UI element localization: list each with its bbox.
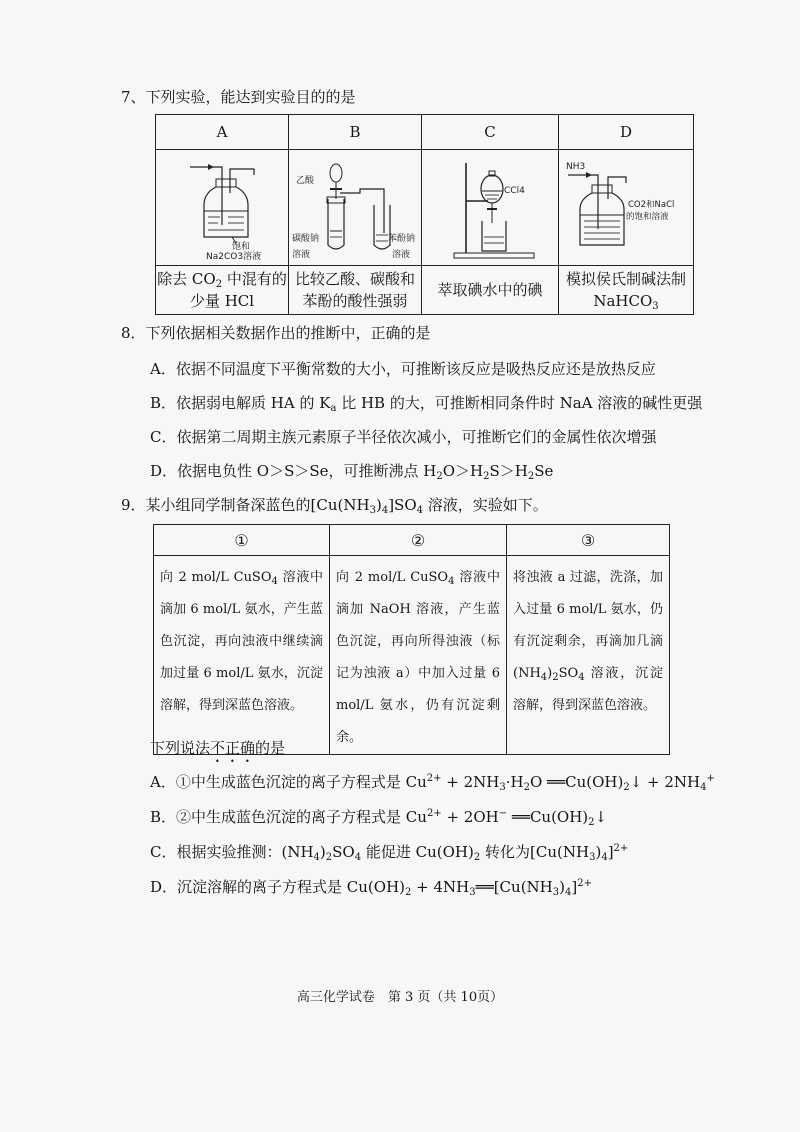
q7-header-a: A (156, 115, 289, 150)
q9-option-d: D．沉淀溶解的离子方程式是 $Cu(OH)_2$ + $4NH_3══[Cu(NH_3)_4]^{2+}$ (150, 878, 592, 898)
q9-experiment-2: 向 2 mol/L CuSO$_4$ 溶液中滴加 NaOH 溶液，产生蓝色沉淀，再向所得浊液（标记为浊液 a）中加入过量 6 mol/L 氨水，仍有沉淀剩余。 (330, 556, 507, 755)
svg-text:苯酚钠: 苯酚钠 (388, 233, 416, 244)
q9-header-1: ① (154, 525, 330, 556)
svg-text:碳酸钠: 碳酸钠 (292, 233, 320, 244)
q9-experiment-1: 向 2 mol/L CuSO$_4$ 溶液中滴加 6 mol/L 氨水，产生蓝色沉淀，再向浊液中继续滴加过量 6 mol/L 氨水，沉淀溶解，得到深蓝色溶液。 (154, 556, 330, 755)
q7-stem: 7、下列实验，能达到实验目的的是 (121, 88, 356, 106)
gas-washing-bottle-figure (162, 153, 282, 263)
svg-text:的饱和溶液: 的饱和溶液 (626, 211, 669, 222)
q9-option-c: C．根据实验推测：$(NH_4)_2SO_4$ 能促进 $Cu(OH)_2$ 转化为$[Cu(NH_3)_4]^{2+}$ (150, 843, 629, 863)
svg-text:乙酸: 乙酸 (296, 175, 315, 186)
q7-figure-b (289, 150, 422, 266)
q7-header-b: B (289, 115, 422, 150)
svg-text:饱和: 饱和 (232, 241, 251, 252)
svg-text:NH3: NH3 (566, 161, 586, 172)
hou-process-apparatus-figure (562, 153, 690, 263)
svg-text:溶液: 溶液 (392, 249, 411, 260)
q7-figure-a (156, 150, 289, 266)
q8-stem: 8．下列依据相关数据作出的推断中，正确的是 (121, 324, 431, 342)
page-footer: 高三化学试卷 第 3 页（共 10页） (296, 990, 504, 1005)
q7-header-c: C (422, 115, 559, 150)
q9-header-3: ③ (507, 525, 670, 556)
svg-text:溶液: 溶液 (292, 249, 311, 260)
q9-stem: 9．某小组同学制备深蓝色的$[Cu(NH_3)_4]SO_4$ 溶液，实验如下。 (121, 496, 548, 516)
q7-purpose-d: 模拟侯氏制碱法制 NaHCO$_3$ (559, 266, 694, 315)
acid-comparison-apparatus-figure (290, 153, 420, 263)
q7-purpose-c: 萃取碘水中的碘 (422, 266, 559, 315)
q8-option-b: B．依据弱电解质 HA 的 $K_a$ 比 HB 的大，可推断相同条件时 NaA 溶液的碱性更强 (150, 394, 703, 414)
q7-header-d: D (559, 115, 694, 150)
svg-text:CCl4: CCl4 (504, 185, 525, 196)
q8-option-c: C．依据第二周期主族元素原子半径依次减小，可推断它们的金属性依次增强 (150, 428, 657, 446)
q7-purpose-b: 比较乙酸、碳酸和 苯酚的酸性强弱 (289, 266, 422, 315)
q9-ask: 下列说法不正确的是 (150, 739, 286, 757)
q8-option-a: A．依据不同温度下平衡常数的大小，可推断该反应是吸热反应还是放热反应 (150, 360, 656, 378)
svg-text:Na2CO3溶液: Na2CO3溶液 (206, 251, 262, 262)
q9-option-b: B．②中生成蓝色沉淀的离子方程式是 $Cu^{2+} + 2OH^-$ $══Cu(OH)_2↓$ (150, 808, 608, 828)
q9-option-a: A．①中生成蓝色沉淀的离子方程式是 $Cu^{2+} + 2NH_3\cdot H_2O$ $══Cu(OH)_2↓ + 2NH_4^+$ (150, 773, 715, 793)
q8-option-d: D．依据电负性 O＞S＞Se，可推断沸点 $H_2O>H_2S>H_2Se$ (150, 462, 554, 482)
q7-table (155, 114, 694, 315)
separatory-funnel-figure (430, 153, 550, 263)
q9-table (153, 524, 670, 755)
q7-figure-c (422, 150, 559, 266)
svg-text:CO2和NaCl: CO2和NaCl (628, 199, 675, 210)
q9-experiment-3: 将浊液 a 过滤，洗涤，加入过量 6 mol/L 氨水，仍有沉淀剩余，再滴加几滴$(NH_4)_2SO_4$ 溶液，沉淀溶解，得到深蓝色溶液。 (507, 556, 670, 755)
q7-figure-d (559, 150, 694, 266)
q9-header-2: ② (330, 525, 507, 556)
q7-purpose-a: 除去 $CO_2$ 中混有的 少量 HCl (156, 266, 289, 315)
